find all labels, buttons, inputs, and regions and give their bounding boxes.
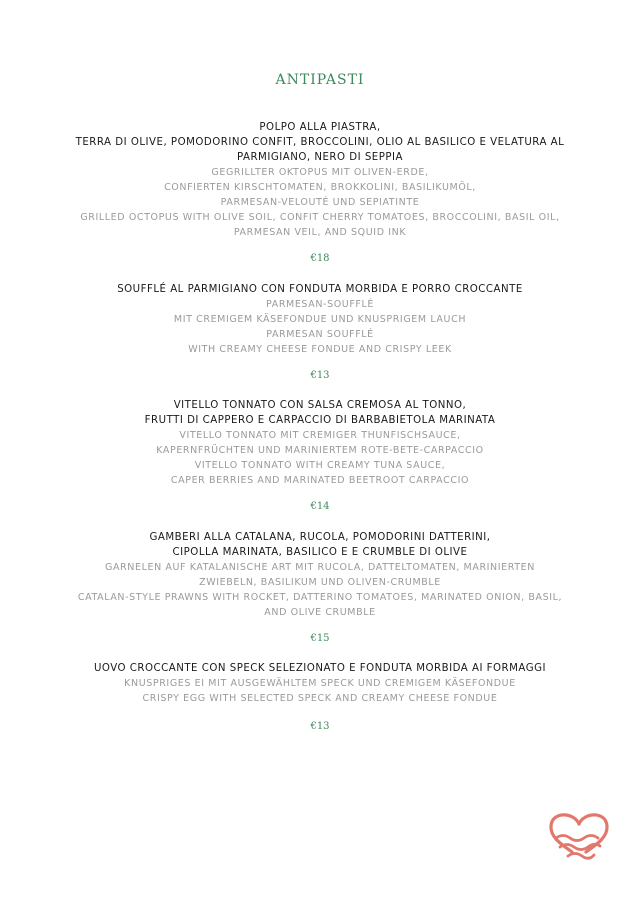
dish-description-line: KNUSPRIGES EI MIT AUSGEWÄHLTEM SPECK UND CREMIGEM KÄSEFONDUE xyxy=(124,678,516,689)
dish-price: €14 xyxy=(310,501,330,512)
dish-title xyxy=(0,282,640,297)
dish-description-line: GARNELEN AUF KATALANISCHE ART MIT RUCOLA, DATTELTOMATEN, MARINIERTEN xyxy=(105,562,535,573)
dish-title xyxy=(0,398,640,428)
dish-title xyxy=(0,120,640,165)
dish-title-line: TERRA DI OLIVE, POMODORINO CONFIT, BROCCOLINI, OLIO AL BASILICO E VELATURA AL xyxy=(75,137,565,148)
dish-description xyxy=(0,297,640,357)
dish-title xyxy=(0,661,640,676)
dish-title-line: POLPO ALLA PIASTRA, xyxy=(259,122,381,133)
dish-polpo xyxy=(0,120,640,240)
dish-description-line: PARMESAN VEIL, AND SQUID INK xyxy=(233,227,407,238)
dish-title-line: SOUFFLÉ AL PARMIGIANO CON FONDUTA MORBIDA E PORRO CROCCANTE xyxy=(117,284,523,295)
dish-title-line: FRUTTI DI CAPPERO E CARPACCIO DI BARBABIETOLA MARINATA xyxy=(144,415,496,426)
dish-description-line: WITH CREAMY CHEESE FONDUE AND CRISPY LEEK xyxy=(188,344,452,355)
dish-vitello xyxy=(0,398,640,488)
dish-title-line: GAMBERI ALLA CATALANA, RUCOLA, POMODORINI DATTERINI, xyxy=(149,532,491,543)
dish-description-line: AND OLIVE CRUMBLE xyxy=(264,607,376,618)
dish-description-line: MIT CREMIGEM KÄSEFONDUE UND KNUSPRIGEM LAUCH xyxy=(173,314,467,325)
dish-title-line: UOVO CROCCANTE CON SPECK SELEZIONATO E FONDUTA MORBIDA AI FORMAGGI xyxy=(93,663,547,674)
section-title: ANTIPASTI xyxy=(275,72,365,88)
dish-description-line: CRISPY EGG WITH SELECTED SPECK AND CREAMY CHEESE FONDUE xyxy=(142,693,498,704)
dish-description-line: CAPER BERRIES AND MARINATED BEETROOT CARPACCIO xyxy=(170,475,470,486)
dish-description-line: GEGRILLTER OKTOPUS MIT OLIVEN-ERDE, xyxy=(211,167,429,178)
dish-price: €13 xyxy=(310,370,330,381)
dish-description xyxy=(0,676,640,706)
dish-description-line: VITELLO TONNATO MIT CREMIGER THUNFISCHSAUCE, xyxy=(179,430,461,441)
dish-price: €13 xyxy=(310,721,330,732)
dish-description-line: PARMESAN SOUFFLÉ xyxy=(266,329,374,340)
dish-price: €15 xyxy=(310,633,330,644)
heart-waves-logo-icon xyxy=(546,808,612,868)
dish-description xyxy=(0,165,640,240)
dish-description-line: PARMESAN-SOUFFLÉ xyxy=(266,299,374,310)
dish-price: €18 xyxy=(310,253,330,264)
dish-description xyxy=(0,428,640,488)
dish-uovo xyxy=(0,661,640,706)
dish-title-line: PARMIGIANO, NERO DI SEPPIA xyxy=(237,152,403,163)
dish-description-line: VITELLO TONNATO WITH CREAMY TUNA SAUCE, xyxy=(194,460,446,471)
dish-description-line: CONFIERTEN KIRSCHTOMATEN, BROKKOLINI, BASILIKUMÖL, xyxy=(164,182,476,193)
dish-description-line: KAPERNFRÜCHTEN UND MARINIERTEM ROTE-BETE-CARPACCIO xyxy=(156,445,484,456)
dish-souffle xyxy=(0,282,640,357)
dish-gamberi xyxy=(0,530,640,620)
dish-description xyxy=(0,560,640,620)
dish-description-line: CATALAN-STYLE PRAWNS WITH ROCKET, DATTERINO TOMATOES, MARINATED ONION, BASIL, xyxy=(77,592,563,603)
dish-title-line: CIPOLLA MARINATA, BASILICO E E CRUMBLE DI OLIVE xyxy=(172,547,468,558)
dish-title xyxy=(0,530,640,560)
dish-description-line: ZWIEBELN, BASILIKUM UND OLIVEN-CRUMBLE xyxy=(199,577,441,588)
dish-description-line: GRILLED OCTOPUS WITH OLIVE SOIL, CONFIT CHERRY TOMATOES, BROCCOLINI, BASIL OIL, xyxy=(80,212,560,223)
dish-description-line: PARMESAN-VELOUTÉ UND SEPIATINTE xyxy=(220,197,420,208)
dish-title-line: VITELLO TONNATO CON SALSA CREMOSA AL TONNO, xyxy=(173,400,467,411)
